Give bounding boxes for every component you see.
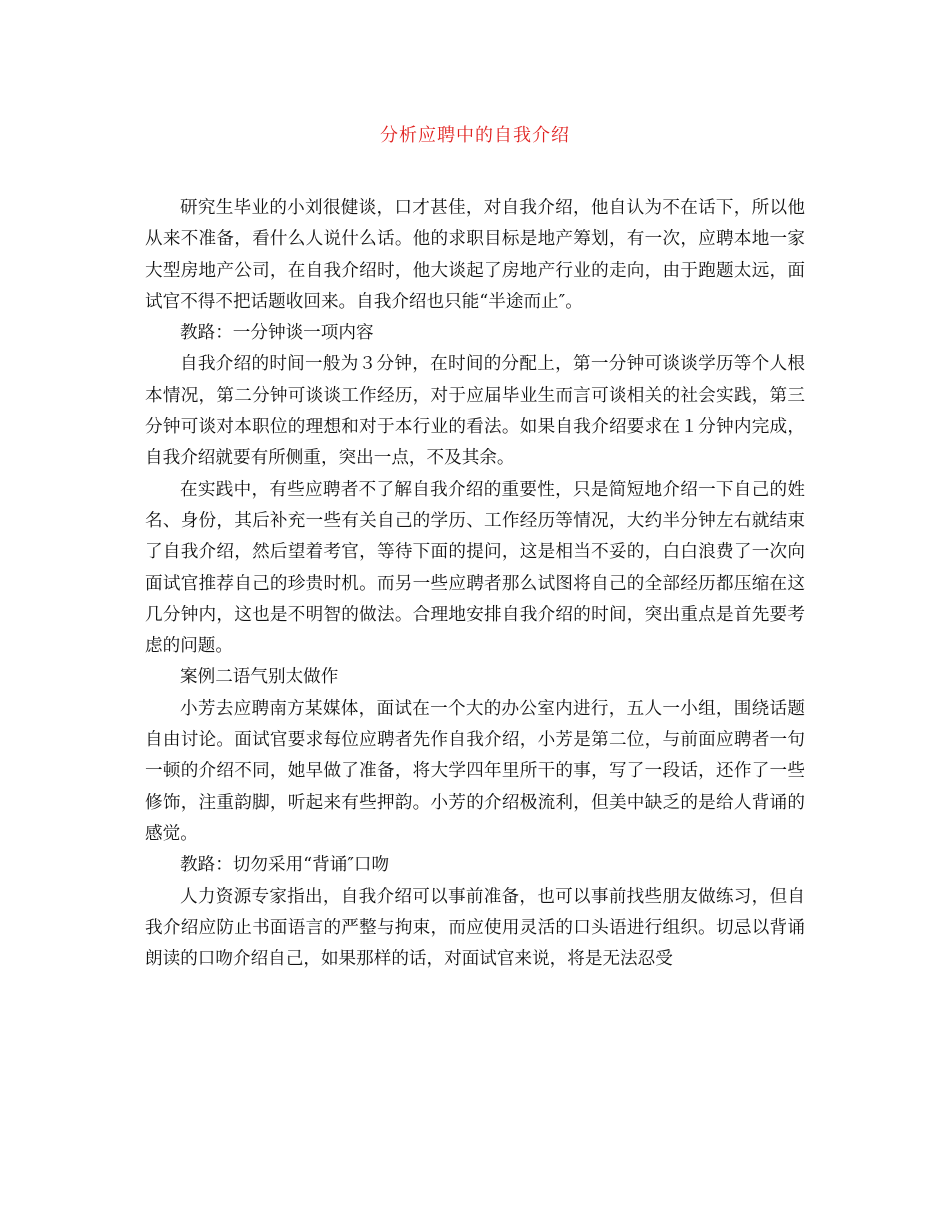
document-title: 分析应聘中的自我介绍 <box>380 125 570 146</box>
paragraph-case-two: 小芳去应聘南方某媒体，面试在一个大的办公室内进行，五人一小组，围绕话题自由讨论。面试官要求每位应聘者先作自我介绍，小芳是第二位，与前面应聘者一句一顿的介绍不同，她早做了准备，将大学四年里所干的事，写了一段话，还作了一些修饰，注重韵脚，听起来有些押韵。小芳的介绍极流利，但美中缺乏的是给人背诵的感觉。 <box>145 698 805 844</box>
document-body <box>145 193 805 975</box>
paragraph-tip-one-minute: 教路：一分钟谈一项内容 <box>180 323 374 344</box>
paragraph-expert-advice: 人力资源专家指出，自我介绍可以事前准备，也可以事前找些朋友做练习，但自我介绍应防止书面语言的严整与拘束，而应使用灵活的口头语进行组织。切忌以背诵朗读的口吻介绍自己，如果那样的话，对面试官来说，将是无法忍受 <box>145 886 805 970</box>
paragraph-case-two-heading: 案例二语气别太做作 <box>180 667 339 688</box>
paragraph-practice: 在实践中，有些应聘者不了解自我介绍的重要性，只是简短地介绍一下自己的姓名、身份，其后补充一些有关自己的学历、工作经历等情况，大约半分钟左右就结束了自我介绍，然后望着考官，等待下面的提问，这是相当不妥的，白白浪费了一次向面试官推荐自己的珍贵时机。而另一些应聘者那么试图将自己的全部经历都压缩在这几分钟内，这也是不明智的做法。合理地安排自我介绍的时间，突出重点是首先要考虑的问题。 <box>145 479 805 657</box>
paragraph-tip-no-recitation: 教路：切勿采用“背诵″口吻 <box>180 855 390 876</box>
paragraph-intro-case: 研究生毕业的小刘很健谈，口才甚佳，对自我介绍，他自认为不在话下，所以他从来不准备，看什么人说什么话。他的求职目标是地产筹划，有一次，应聘本地一家大型房地产公司，在自我介绍时，他大谈起了房地产行业的走向，由于跑题太远，面试官不得不把话题收回来。自我介绍也只能“半途而止″。 <box>145 198 805 312</box>
paragraph-time-allocation: 自我介绍的时间一般为３分钟，在时间的分配上，第一分钟可谈谈学历等个人根本情况，第二分钟可谈谈工作经历，对于应届毕业生而言可谈相关的社会实践，第三分钟可谈对本职位的理想和对于本行业的看法。如果自我介绍要求在１分钟内完成，自我介绍就要有所侧重，突出一点，不及其余。 <box>145 354 805 469</box>
